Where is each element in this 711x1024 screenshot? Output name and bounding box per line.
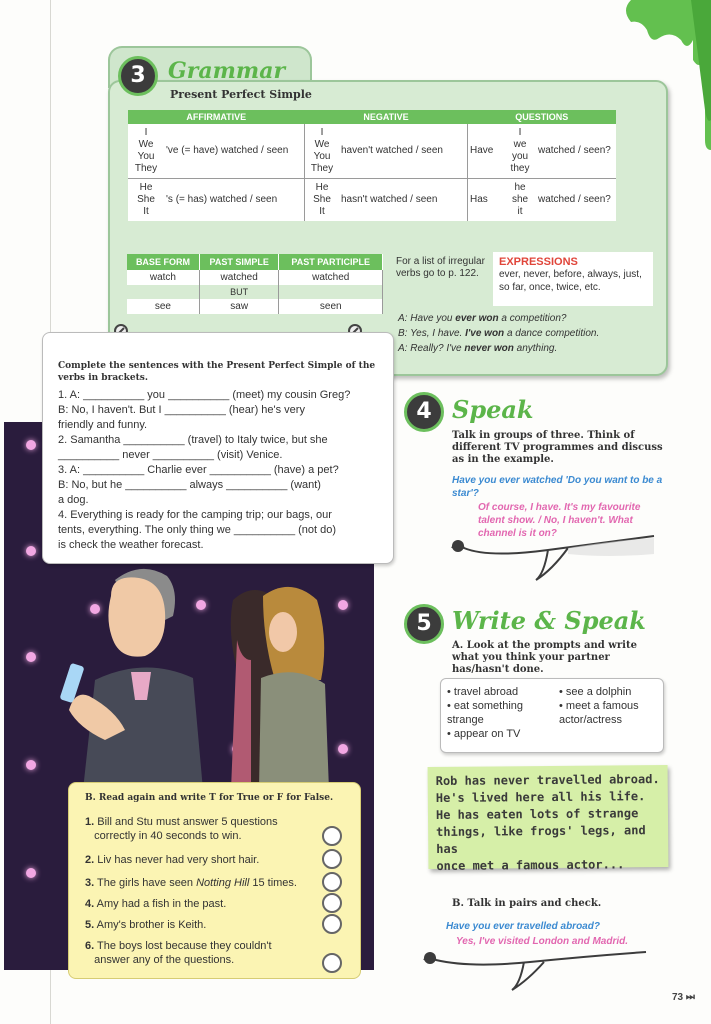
expressions-box [493,252,653,306]
answer-circle[interactable] [322,849,342,869]
speak-example-answer: Of course, I have. It's my favourite talent show. / No, I haven't. What channel is it on? [478,502,641,539]
answer-circle[interactable] [322,872,342,892]
tf-statement: 3. The girls have seen Notting Hill 15 times. [85,877,297,889]
form-cell [279,285,383,299]
form-cell: see [127,299,199,314]
aff-pronouns-plural: I We You They [128,124,164,179]
speak-instructions: Talk in groups of three. Think of different TV programmes and discuss as in the example. [452,430,663,465]
exercise-line: friendly and funny. [58,419,148,431]
exercise-line: __________ never __________ (visit) Venice. [58,449,283,461]
speak-example-question: Have you ever watched 'Do you want to be a star'? [452,475,663,499]
tf-statement: 4. Amy had a fish in the past. [85,898,227,910]
prompts-left [447,685,557,741]
q-pronouns-plural: I we you they [504,124,536,179]
note-line: He's lived here all his life. [435,789,646,805]
aff-form-has: 's (= has) watched / seen [164,179,305,222]
section-number-4: 4 [404,392,444,432]
speech-tail-icon [420,950,650,994]
exercise-line: B: No, I haven't. But I __________ (hear) he's very [58,404,305,416]
note-line: once met a famous actor... [436,857,625,873]
exercise-line: 1. A: __________ you __________ (meet) my cousin Greg? [58,389,351,401]
aff-pronouns-singular: He She It [137,182,155,217]
true-false-instructions: B. Read again and write T for True or F for False. [85,793,334,803]
q-form-have: watched / seen? [536,124,616,179]
header-past-participle: PAST PARTICIPLE [279,254,383,270]
q-aux-has: Has [470,194,488,205]
write-speak-question: Have you ever travelled abroad? [446,921,600,932]
exercise-line: B: No, but he __________ always __________ (want) [58,479,321,491]
write-speak-instructions-b: B. Talk in pairs and check. [452,898,602,909]
prompt-item: • see a dolphin [559,686,632,698]
header-affirmative: AFFIRMATIVE [128,110,305,124]
form-cell: saw [199,299,279,314]
header-base-form: BASE FORM [127,254,199,270]
form-cell [127,285,199,299]
exercise-a-instructions: Complete the sentences with the Present Perfect Simple of the verbs in brackets. [58,361,376,383]
stage-light [26,652,36,662]
neg-form-have: haven't watched / seen [339,124,468,179]
form-cell: watched [199,270,279,285]
section-number-5: 5 [404,604,444,644]
exercise-line: a dog. [58,494,89,506]
answer-circle[interactable] [322,893,342,913]
speak-title: Speak [452,395,534,424]
write-speak-instructions-a: A. Look at the prompts and write what you think your partner has/hasn't done. [452,640,637,675]
write-speak-title: Write & Speak [452,606,646,635]
aff-form-have: 've (= have) watched / seen [164,124,305,179]
exercise-line: 2. Samantha __________ (travel) to Italy twice, but she [58,434,328,446]
tf-statement: 5. Amy's brother is Keith. [85,919,207,931]
form-cell: watched [279,270,383,285]
people-illustration [55,560,345,790]
exercise-line: 3. A: __________ Charlie ever __________ (have) a pet? [58,464,339,476]
forward-arrows-icon: ⏭ [685,992,695,1003]
expressions-text: ever, never, before, always, just, so far, once, twice, etc. [499,269,642,293]
tf-statement: 6. The boys lost because they couldn't answer any of the questions. [85,940,272,966]
form-cell-but: BUT [199,285,279,299]
stage-light [26,760,36,770]
prompt-item: • travel abroad [447,686,519,698]
true-false-box [68,782,361,979]
prompts-box [440,678,664,753]
q-aux-have: Have [468,124,505,179]
exercise-line: 4. Everything is ready for the camping trip; our bags, our [58,509,332,521]
write-speak-answer: Yes, I've visited London and Madrid. [456,936,629,947]
page-number: 73 ⏭ [672,992,695,1003]
exercise-line: is check the weather forecast. [58,539,204,551]
prompts-right [559,685,659,727]
verb-forms-table [127,254,383,314]
neg-form-has: hasn't watched / seen [339,179,468,222]
stage-light [26,440,36,450]
header-negative: NEGATIVE [305,110,468,124]
dialog-line: B: Yes, I have. I've won a dance competition. [398,328,600,339]
expressions-title: EXPRESSIONS [499,256,578,268]
grammar-title: Grammar [168,58,286,84]
prompt-item: • meet a famous actor/actress [559,700,639,726]
irregular-verbs-note: For a list of irregular verbs go to p. 122. [396,256,485,279]
note-line: things, like frogs' legs, and has [436,823,646,856]
prompt-item: • eat something strange [447,700,524,726]
answer-circle[interactable] [322,914,342,934]
grammar-table [128,110,616,221]
stage-light [26,868,36,878]
form-cell: seen [279,299,383,314]
tf-statement: 1. Bill and Stu must answer 5 questions correctly in 40 seconds to win. [85,816,278,842]
dialog-line: A: Have you ever won a competition? [398,313,567,324]
stage-light [26,546,36,556]
note-line: Rob has never travelled abroad. [435,772,660,788]
neg-pronouns-singular: He She It [313,182,331,217]
example-sticky-note [428,765,669,873]
prompt-item: • appear on TV [447,728,521,740]
section-number-3: 3 [118,56,158,96]
answer-circle[interactable] [322,826,342,846]
exercise-line: tents, everything. The only thing we __________ (not do) [58,524,337,536]
q-form-has: watched / seen? [538,194,611,205]
form-cell: watch [127,270,199,285]
neg-pronouns-plural: I We You They [305,124,340,179]
q-pronouns-singular: he she it [511,182,529,217]
note-line: He has eaten lots of strange [435,806,639,822]
grammar-subtitle: Present Perfect Simple [170,88,312,101]
answer-circle[interactable] [322,953,342,973]
grammar-dialog [398,311,658,356]
speech-tail-icon [448,534,658,584]
tf-statement: 2. Liv has never had very short hair. [85,854,260,866]
header-questions: QUESTIONS [468,110,617,124]
exercise-a-lines [58,388,350,553]
header-past-simple: PAST SIMPLE [199,254,279,270]
dialog-line: A: Really? I've never won anything. [398,343,558,354]
